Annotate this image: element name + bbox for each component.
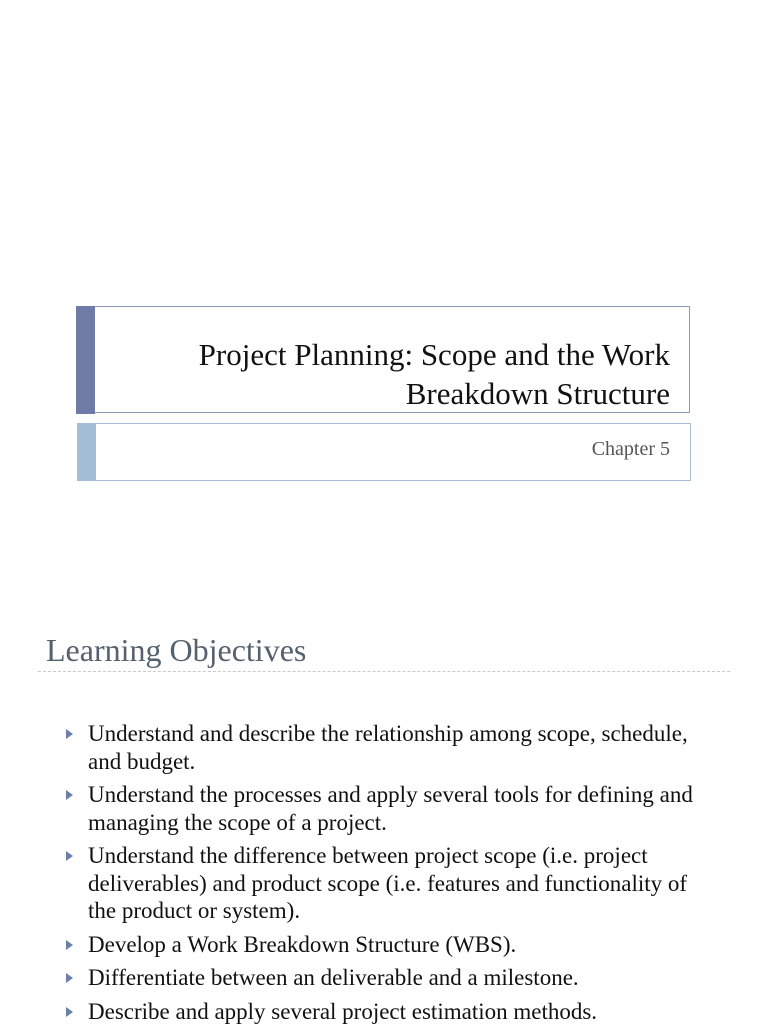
title-accent-bar [76, 306, 95, 414]
triangle-bullet-icon [66, 790, 73, 800]
slide-title [110, 335, 670, 413]
objective-text: Differentiate between an deliverable and a milestone. [88, 965, 579, 990]
slide-subtitle: Chapter 5 [591, 438, 670, 460]
title-box [76, 306, 690, 413]
objective-item [64, 720, 704, 775]
objective-text: Develop a Work Breakdown Structure (WBS). [88, 931, 517, 957]
subtitle-accent-bar [77, 423, 96, 481]
objective-item [64, 781, 704, 836]
objective-item [64, 964, 704, 992]
objective-text: Describe and apply several project estimation methods. [88, 998, 598, 1024]
triangle-bullet-icon [66, 940, 73, 950]
objective-item [64, 842, 704, 925]
triangle-bullet-icon [66, 973, 73, 983]
triangle-bullet-icon [66, 1007, 73, 1017]
objective-item [64, 998, 704, 1024]
heading-divider [38, 671, 730, 672]
triangle-bullet-icon [66, 729, 73, 739]
subtitle-box [77, 423, 691, 481]
triangle-bullet-icon [66, 851, 73, 861]
objective-text: Understand and describe the relationship among scope, schedule, and budget. [88, 721, 688, 774]
objective-text: Understand the difference between project scope (i.e. project deliverables) and product scope (i.e. features and functionality of the product or system). [88, 843, 688, 923]
slide-title-line-2: Breakdown Structure [405, 376, 670, 411]
objectives-heading: Learning Objectives [46, 632, 307, 668]
objective-item [64, 931, 704, 959]
slide-title-line-1: Project Planning: Scope and the Work [198, 337, 670, 372]
objectives-list [64, 720, 704, 1024]
objective-text: Understand the processes and apply several tools for defining and managing the scope of a project. [88, 782, 693, 835]
